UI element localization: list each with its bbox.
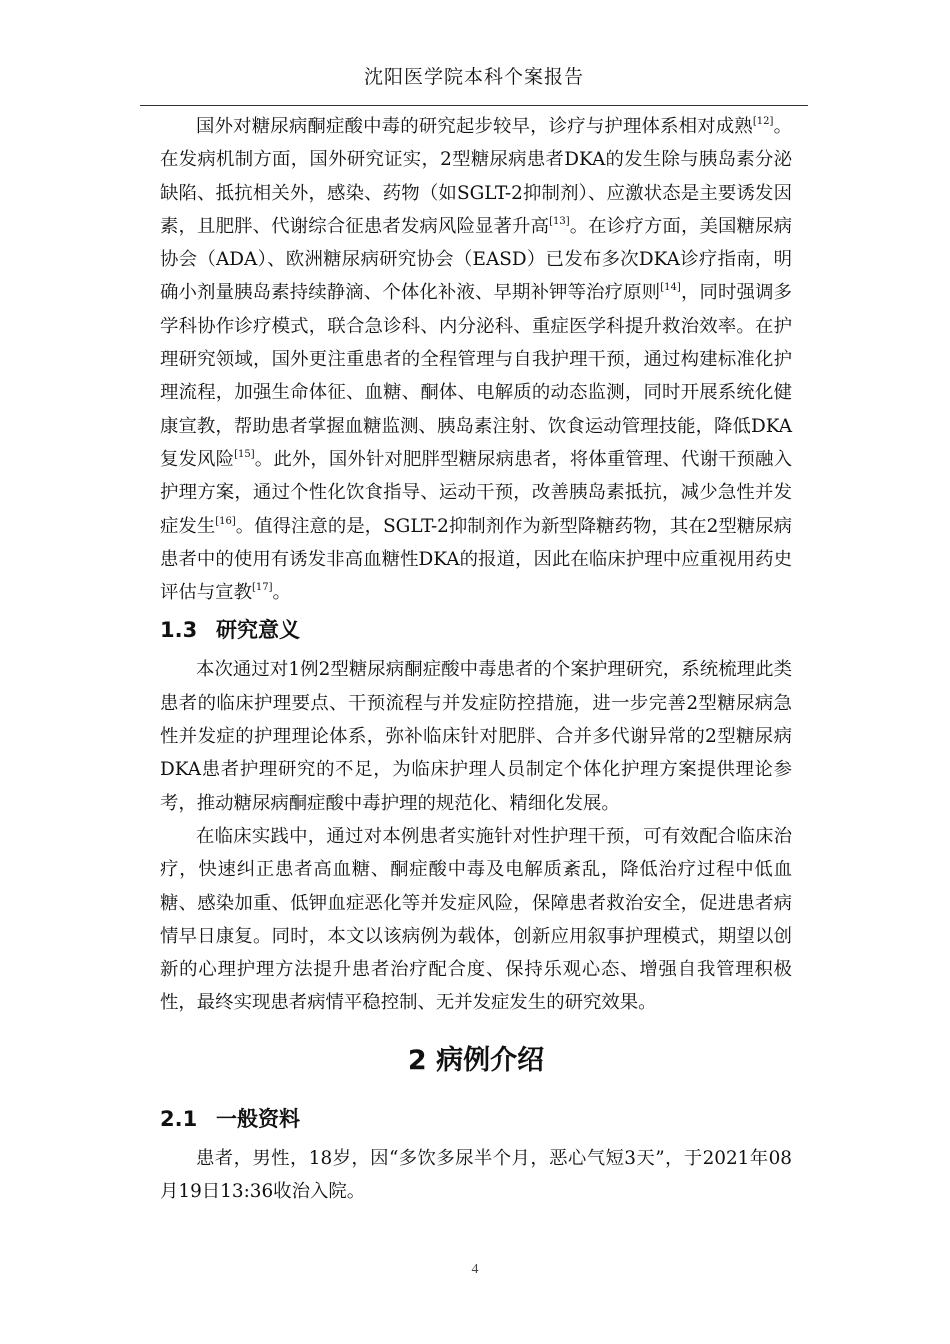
document-body bbox=[160, 110, 792, 1208]
section-number: 2.1 bbox=[160, 1106, 198, 1131]
citation: [14] bbox=[660, 282, 681, 294]
citation: [16] bbox=[215, 515, 236, 527]
section-heading-2-1 bbox=[160, 1100, 792, 1138]
section-title: 一般资料 bbox=[216, 1106, 300, 1131]
paragraph-text: 。此外，国外针对肥胖型糖尿病患者，将体重管理、代谢干预融入护理方案，通过个性化饮食指导、运动干预，改善胰岛素抵抗，减少急性并发症发生 bbox=[160, 448, 792, 537]
chapter-title: 病例介绍 bbox=[436, 1044, 545, 1076]
paragraph-text: 。在发病机制方面，国外研究证实，2型糖尿病患者DKA的发生除与胰岛素分泌缺陷、抵抗相关外，感染、药物（如SGLT-2抑制剂）、应激状态是主要诱发因素，且肥胖、代谢综合征患者发病风险显著升高 bbox=[160, 116, 792, 237]
paragraph-text: 。在诊疗方面，美国糖尿病协会（ADA）、欧洲糖尿病研究协会（EASD）已发布多次DKA诊疗指南，明确小剂量胰岛素持续静滴、个体化补液、早期补钾等治疗原则 bbox=[160, 215, 792, 304]
chapter-number: 2 bbox=[407, 1044, 427, 1076]
paragraph-general-info: 患者，男性，18岁，因“多饮多尿半个月，恶心气短3天”，于2021年08月19日13:36收治入院。 bbox=[160, 1147, 792, 1203]
citation: [17] bbox=[251, 582, 273, 594]
section-number: 1.3 bbox=[160, 618, 198, 643]
paragraph-foreign-research bbox=[160, 110, 792, 609]
chapter-heading-2 bbox=[160, 1040, 792, 1082]
citation: [12] bbox=[752, 116, 774, 127]
citation: [13] bbox=[549, 215, 570, 227]
paragraph-text: 国外对糖尿病酮症酸中毒的研究起步较早，诊疗与护理体系相对成熟 bbox=[196, 116, 753, 137]
header-divider bbox=[140, 105, 808, 106]
paragraph-text: 。 bbox=[272, 582, 291, 604]
paragraph-significance-practice: 在临床实践中，通过对本例患者实施针对性护理干预，可有效配合临床治疗，快速纠正患者高血糖、酮症酸中毒及电解质紊乱，降低治疗过程中低血糖、感染加重、低钾血症恶化等并发症风险，保障患者救治安全，促进患者病情早日康复。同时，本文以该病例为载体，创新应用叙事护理模式，期望以创新的心理护理方法提升患者治疗配合度、保持乐观心态、增强自我管理积极性，最终实现患者病情平稳控制、无并发症发生的研究效果。 bbox=[160, 825, 792, 1014]
page-header-title: 沈阳医学院本科个案报告 bbox=[363, 66, 584, 88]
citation: [15] bbox=[234, 448, 255, 460]
section-title: 研究意义 bbox=[216, 618, 300, 643]
section-heading-1-3 bbox=[160, 611, 792, 649]
paragraph-text: 。值得注意的是，SGLT-2抑制剂作为新型降糖药物，其在2型糖尿病患者中的使用有诱发非高血糖性DKA的报道，因此在临床护理中应重视用药史评估与宣教 bbox=[160, 515, 792, 604]
page-number: 4 bbox=[471, 1262, 479, 1277]
paragraph-significance-theory: 本次通过对1例2型糖尿病酮症酸中毒患者的个案护理研究，系统梳理此类患者的临床护理要点、干预流程与并发症防控措施，进一步完善2型糖尿病急性并发症的护理理论体系，弥补临床针对肥胖、合并多代谢异常的2型糖尿病DKA患者护理研究的不足，为临床护理人员制定个体化护理方案提供理论参考，推动糖尿病酮症酸中毒护理的规范化、精细化发展。 bbox=[160, 659, 792, 814]
paragraph-text: ，同时强调多学科协作诊疗模式，联合急诊科、内分泌科、重症医学科提升救治效率。在护理研究领域，国外更注重患者的全程管理与自我护理干预，通过构建标准化护理流程，加强生命体征、血糖、酮体、电解质的动态监测，同时开展系统化健康宣教，帮助患者掌握血糖监测、胰岛素注射、饮食运动管理技能，降低DKA复发风险 bbox=[160, 282, 792, 470]
